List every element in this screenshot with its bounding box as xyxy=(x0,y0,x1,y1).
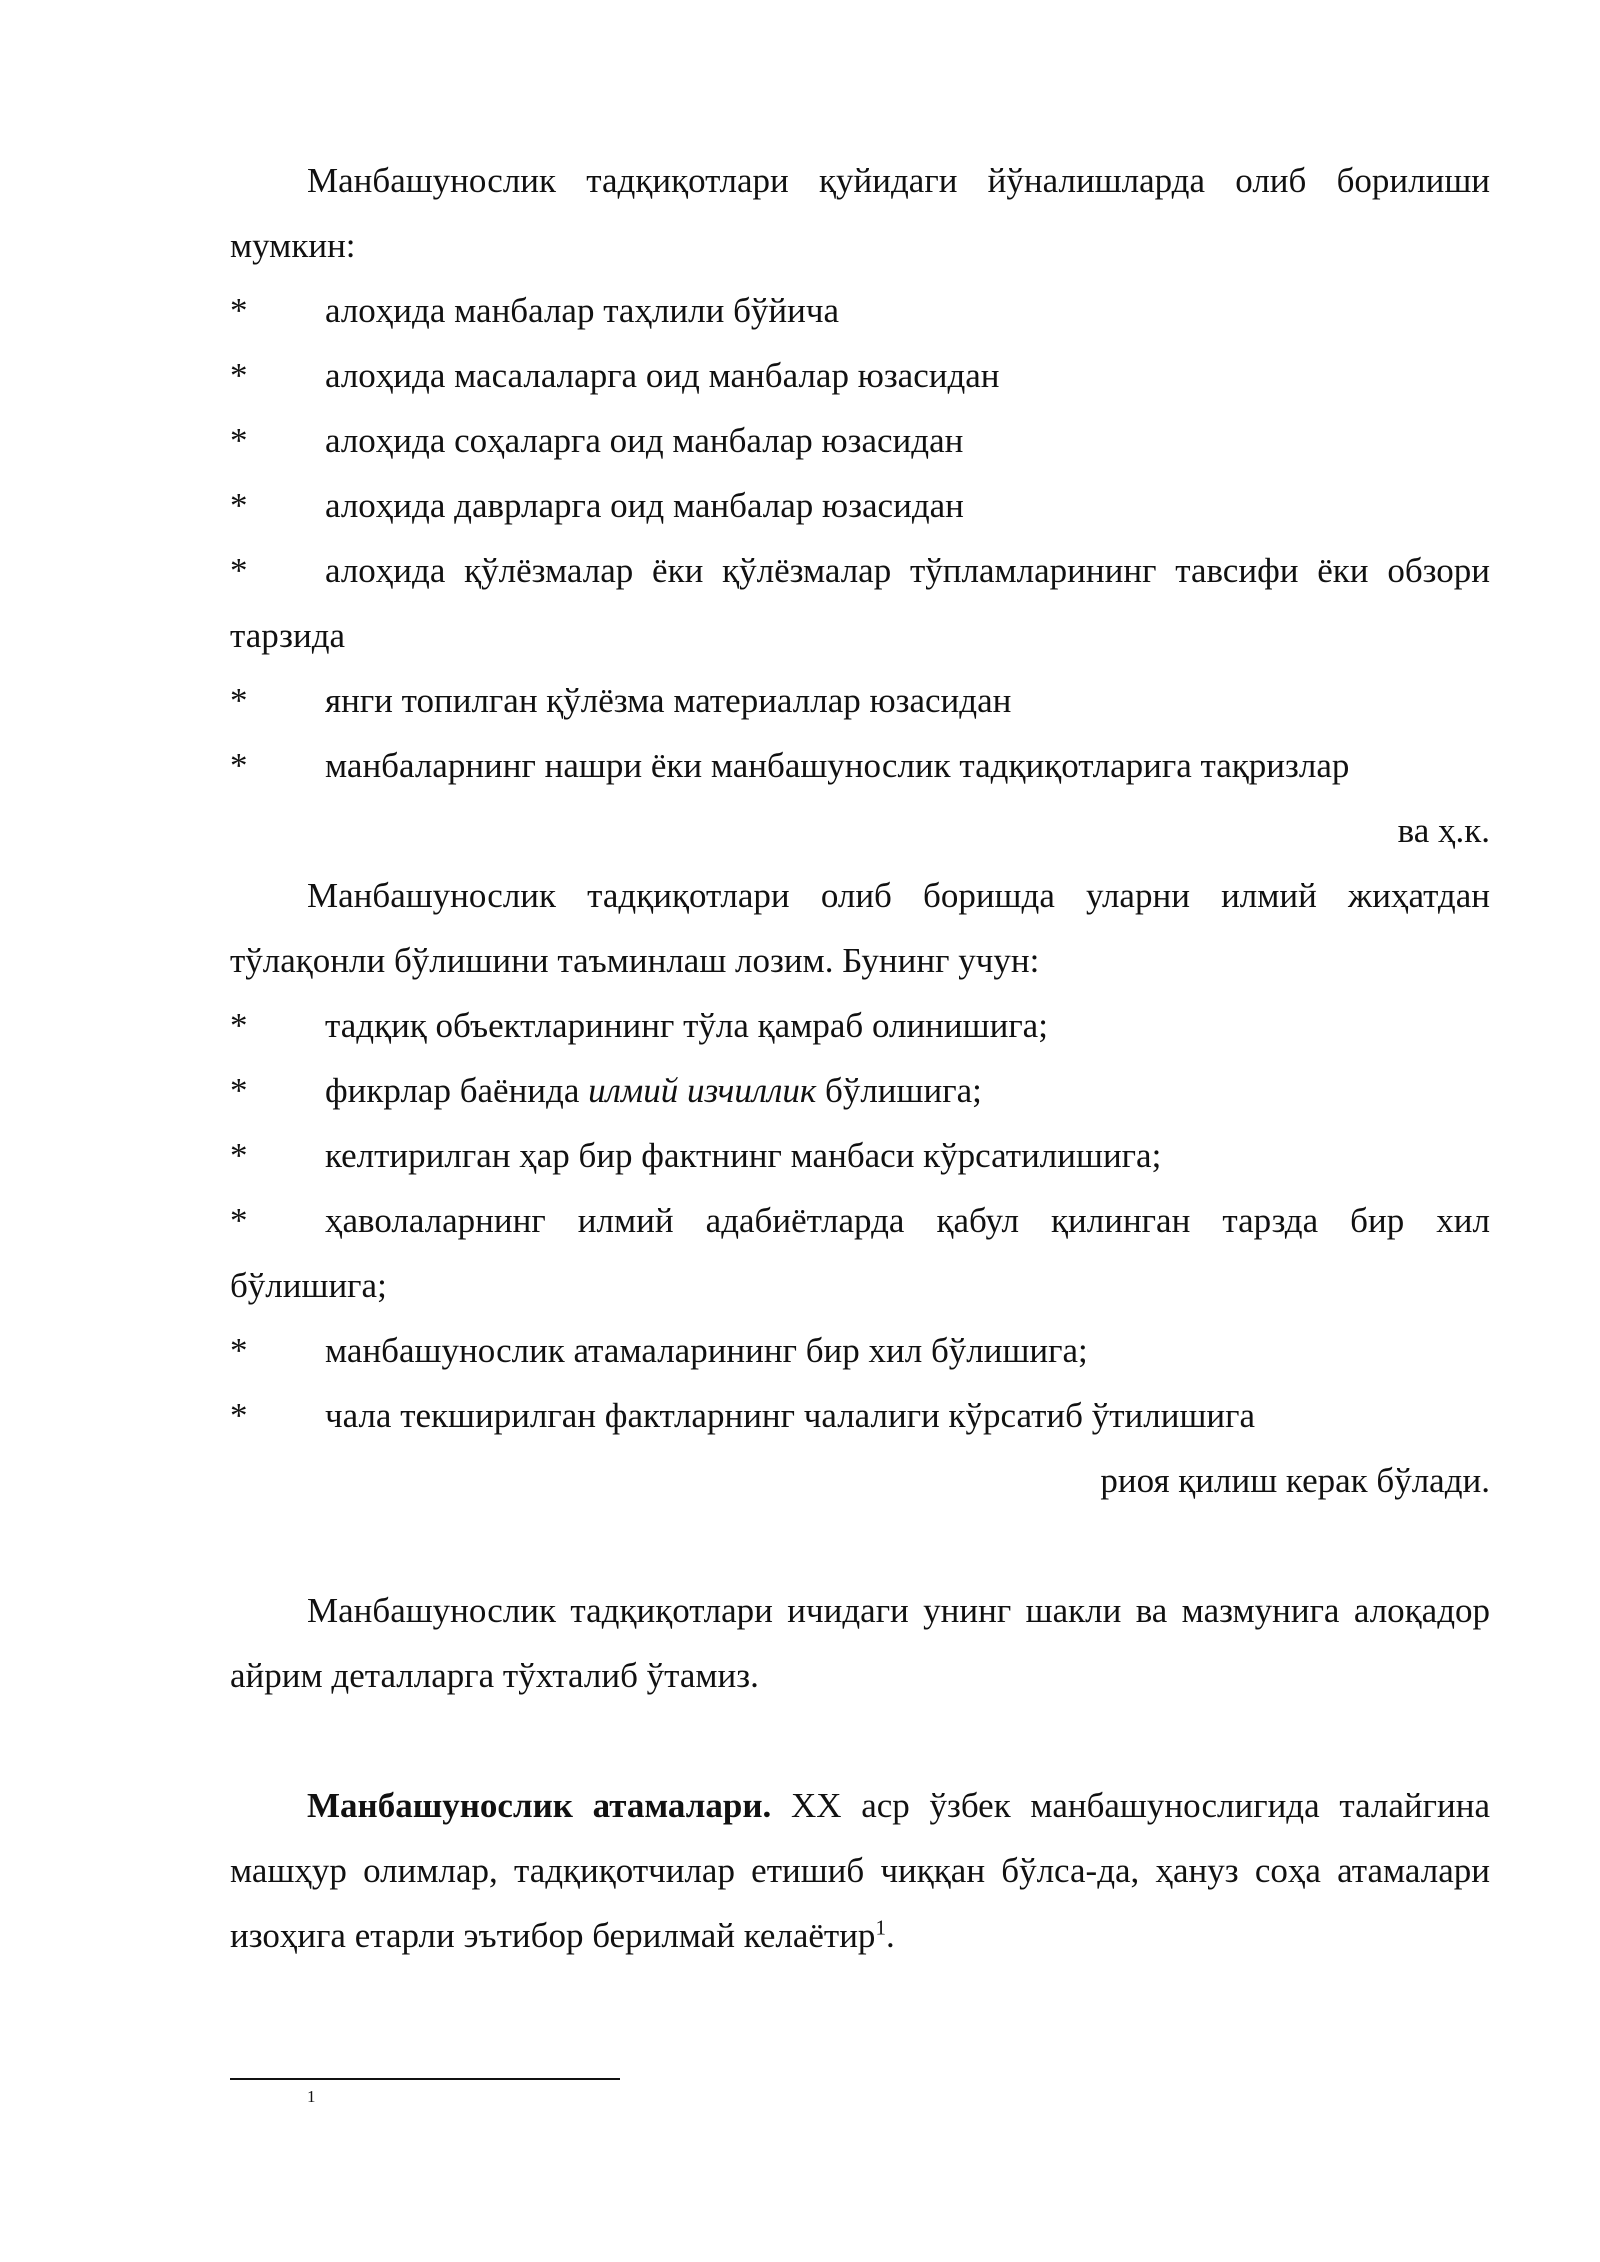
bullet-asterisk: * xyxy=(230,1331,248,1370)
blank-line xyxy=(230,1513,1490,1578)
list-item xyxy=(230,1188,1490,1318)
list-item xyxy=(230,538,1490,668)
list-item xyxy=(230,1318,1490,1383)
research-directions-list xyxy=(230,278,1490,863)
list-item xyxy=(230,1058,1490,1123)
list-item xyxy=(230,278,1490,343)
document-body xyxy=(230,148,1490,1968)
details-paragraph: Манбашунослик тадқиқотлари ичидаги унинг шакли ва мазмунига алоқадор айрим деталларга тўхталиб ўтамиз. xyxy=(230,1591,1490,1695)
list-item-text: келтирилган ҳар бир фактнинг манбаси кўрсатилишига; xyxy=(325,1136,1162,1175)
list-item-text: алоҳида масалаларга оид манбалар юзасидан xyxy=(325,356,1000,395)
footnote-number: 1 xyxy=(307,2087,316,2106)
bullet-asterisk: * xyxy=(230,746,248,785)
list-item-text: манбаларнинг нашри ёки манбашунослик тадқиқотларига тақризлар xyxy=(325,746,1350,785)
blank-line xyxy=(230,1708,1490,1773)
list-item xyxy=(230,343,1490,408)
paragraph-text: XX аср ўзбек манбашунослигида талайгина машҳур олимлар, тадқиқотчилар етишиб чиққан бўлса-да, ҳануз соҳа атамалари изоҳига етарли эътибор берилмай келаётир xyxy=(230,1786,1490,1955)
list-item-text: алоҳида қўлёзмалар ёки қўлёзмалар тўпламларининг тавсифи ёки обзори тарзида xyxy=(230,551,1490,655)
list-item-text: алоҳида манбалар таҳлили бўйича xyxy=(325,291,840,330)
list-item-text: янги топилган қўлёзма материаллар юзасидан xyxy=(325,681,1012,720)
bullet-asterisk: * xyxy=(230,1201,248,1240)
list-item-text: манбашунослик атамаларининг бир хил бўлишига; xyxy=(325,1331,1088,1370)
bullet-asterisk: * xyxy=(230,356,248,395)
list-item-text: алоҳида даврларга оид манбалар юзасидан xyxy=(325,486,964,525)
list-item-text-start: фикрлар баёнида xyxy=(325,1071,589,1110)
bullet-asterisk: * xyxy=(230,1396,248,1435)
list-item-text: чала текширилган фактларнинг чалалиги кўрсатиб ўтилишига xyxy=(325,1396,1256,1435)
list-item-text-end: бўлишига; xyxy=(816,1071,982,1110)
requirements-paragraph: Манбашунослик тадқиқотлари олиб боришда уларни илмий жиҳатдан тўлақонли бўлишини таъминлаш лозим. Бунинг учун: xyxy=(230,876,1490,980)
section-heading-inline: Манбашунослик атамалари. xyxy=(307,1786,772,1825)
list-closing-line: риоя қилиш керак бўлади. xyxy=(1100,1461,1490,1500)
footnote-separator xyxy=(230,2078,620,2080)
intro-paragraph: Манбашунослик тадқиқотлари қуйидаги йўналишларда олиб борилиши мумкин: xyxy=(230,161,1490,265)
list-item xyxy=(230,993,1490,1058)
list-item-text: ҳаволаларнинг илмий адабиётларда қабул қилинган тарзда бир хил бўлишига; xyxy=(230,1201,1490,1305)
list-item xyxy=(230,473,1490,538)
italic-emphasis: илмий изчиллик xyxy=(588,1071,817,1110)
paragraph-end-punctuation: . xyxy=(885,1916,895,1955)
bullet-asterisk: * xyxy=(230,1136,248,1175)
list-closing-etc: ва ҳ.к. xyxy=(1397,811,1490,850)
terminology-paragraph xyxy=(230,1773,1490,1968)
bullet-asterisk: * xyxy=(230,291,248,330)
list-item-text: тадқиқ объектларининг тўла қамраб олинишига; xyxy=(325,1006,1048,1045)
list-item xyxy=(230,733,1490,798)
bullet-asterisk: * xyxy=(230,486,248,525)
bullet-asterisk: * xyxy=(230,1006,248,1045)
bullet-asterisk: * xyxy=(230,551,248,590)
list-item xyxy=(230,408,1490,473)
bullet-asterisk: * xyxy=(230,681,248,720)
list-item-text: алоҳида соҳаларга оид манбалар юзасидан xyxy=(325,421,964,460)
requirements-list xyxy=(230,993,1490,1513)
bullet-asterisk: * xyxy=(230,1071,248,1110)
list-item xyxy=(230,668,1490,733)
list-item xyxy=(230,1123,1490,1188)
bullet-asterisk: * xyxy=(230,421,248,460)
list-item xyxy=(230,1383,1490,1448)
footnote-reference[interactable]: 1 xyxy=(875,1915,886,1940)
